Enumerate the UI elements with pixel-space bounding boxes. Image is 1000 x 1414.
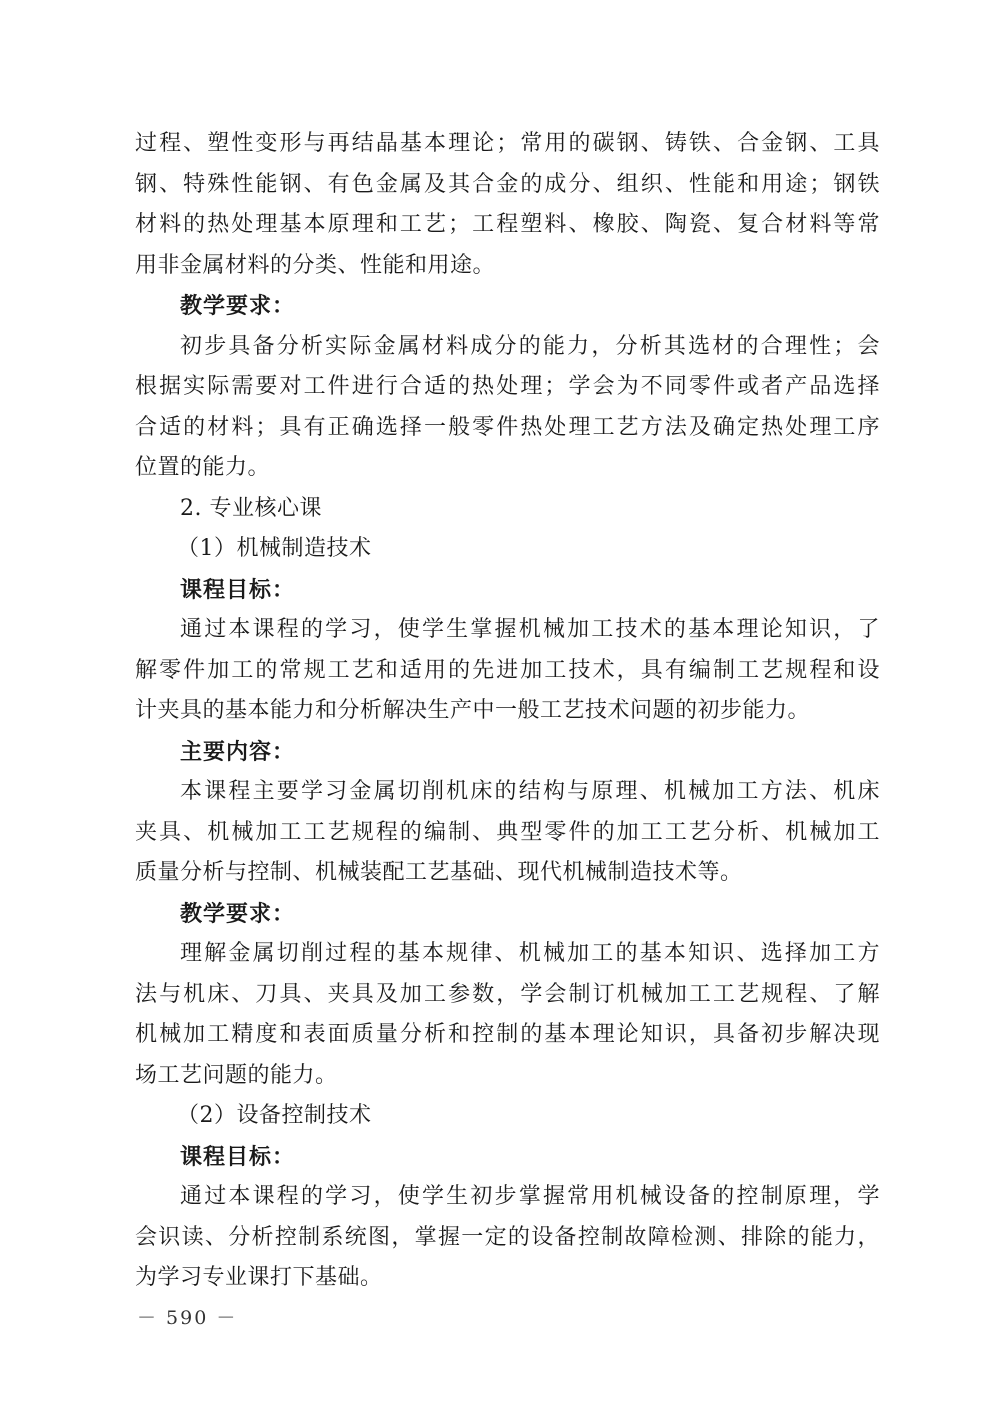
text-line: 质量分析与控制、机械装配工艺基础、现代机械制造技术等。 (135, 860, 743, 885)
text-line: 会识读、分析控制系统图，掌握一定的设备控制故障检测、排除的能力， (135, 1224, 880, 1250)
text-line: 理解金属切削过程的基本规律、机械加工的基本知识、选择加工方 (180, 941, 880, 966)
section-heading: 课程目标： (180, 1143, 296, 1170)
section-heading: 教学要求： (180, 293, 296, 319)
section-heading: 课程目标： (180, 576, 296, 603)
text-line: 机械加工精度和表面质量分析和控制的基本理论知识，具备初步解决现 (135, 1022, 880, 1047)
text-line: 本课程主要学习金属切削机床的结构与原理、机械加工方法、机床 (180, 779, 880, 804)
text-line: 通过本课程的学习，使学生初步掌握常用机械设备的控制原理，学 (180, 1184, 880, 1209)
text-line: 初步具备分析实际金属材料成分的能力，分析其选材的合理性；会 (180, 333, 880, 359)
section-heading: 教学要求： (180, 900, 296, 927)
document-body (135, 124, 880, 1299)
text-line: 夹具、机械加工工艺规程的编制、典型零件的加工工艺分析、机械加工 (135, 819, 880, 845)
text-line: 为学习专业课打下基础。 (135, 1265, 383, 1290)
text-line: 根据实际需要对工件进行合适的热处理；学会为不同零件或者产品选择 (135, 374, 880, 399)
text-line: 计夹具的基本能力和分析解决生产中一般工艺技术问题的初步能力。 (135, 698, 811, 723)
course-title: （1）机械制造技术 (177, 536, 372, 561)
text-line: 场工艺问题的能力。 (135, 1062, 338, 1088)
page-number: － 590 － (137, 1307, 238, 1329)
text-line: 位置的能力。 (135, 455, 271, 480)
course-title: （2）设备控制技术 (177, 1103, 372, 1128)
text-line: 钢、特殊性能钢、有色金属及其合金的成分、组织、性能和用途；钢铁 (135, 171, 880, 197)
text-line: 通过本课程的学习，使学生掌握机械加工技术的基本理论知识，了 (180, 617, 880, 642)
text-line: 过程、塑性变形与再结晶基本理论；常用的碳钢、铸铁、合金钢、工具 (135, 131, 880, 156)
text-line: 用非金属材料的分类、性能和用途。 (135, 252, 496, 278)
text-line: 解零件加工的常规工艺和适用的先进加工技术，具有编制工艺规程和设 (135, 657, 880, 683)
text-line: 材料的热处理基本原理和工艺；工程塑料、橡胶、陶瓷、复合材料等常 (135, 212, 880, 237)
text-line: 法与机床、刀具、夹具及加工参数，学会制订机械加工工艺规程、了解 (135, 981, 880, 1007)
section-heading: 主要内容： (180, 738, 296, 765)
text-line: 合适的材料；具有正确选择一般零件热处理工艺方法及确定热处理工序 (135, 414, 880, 440)
subsection-title: 2. 专业核心课 (180, 495, 322, 521)
